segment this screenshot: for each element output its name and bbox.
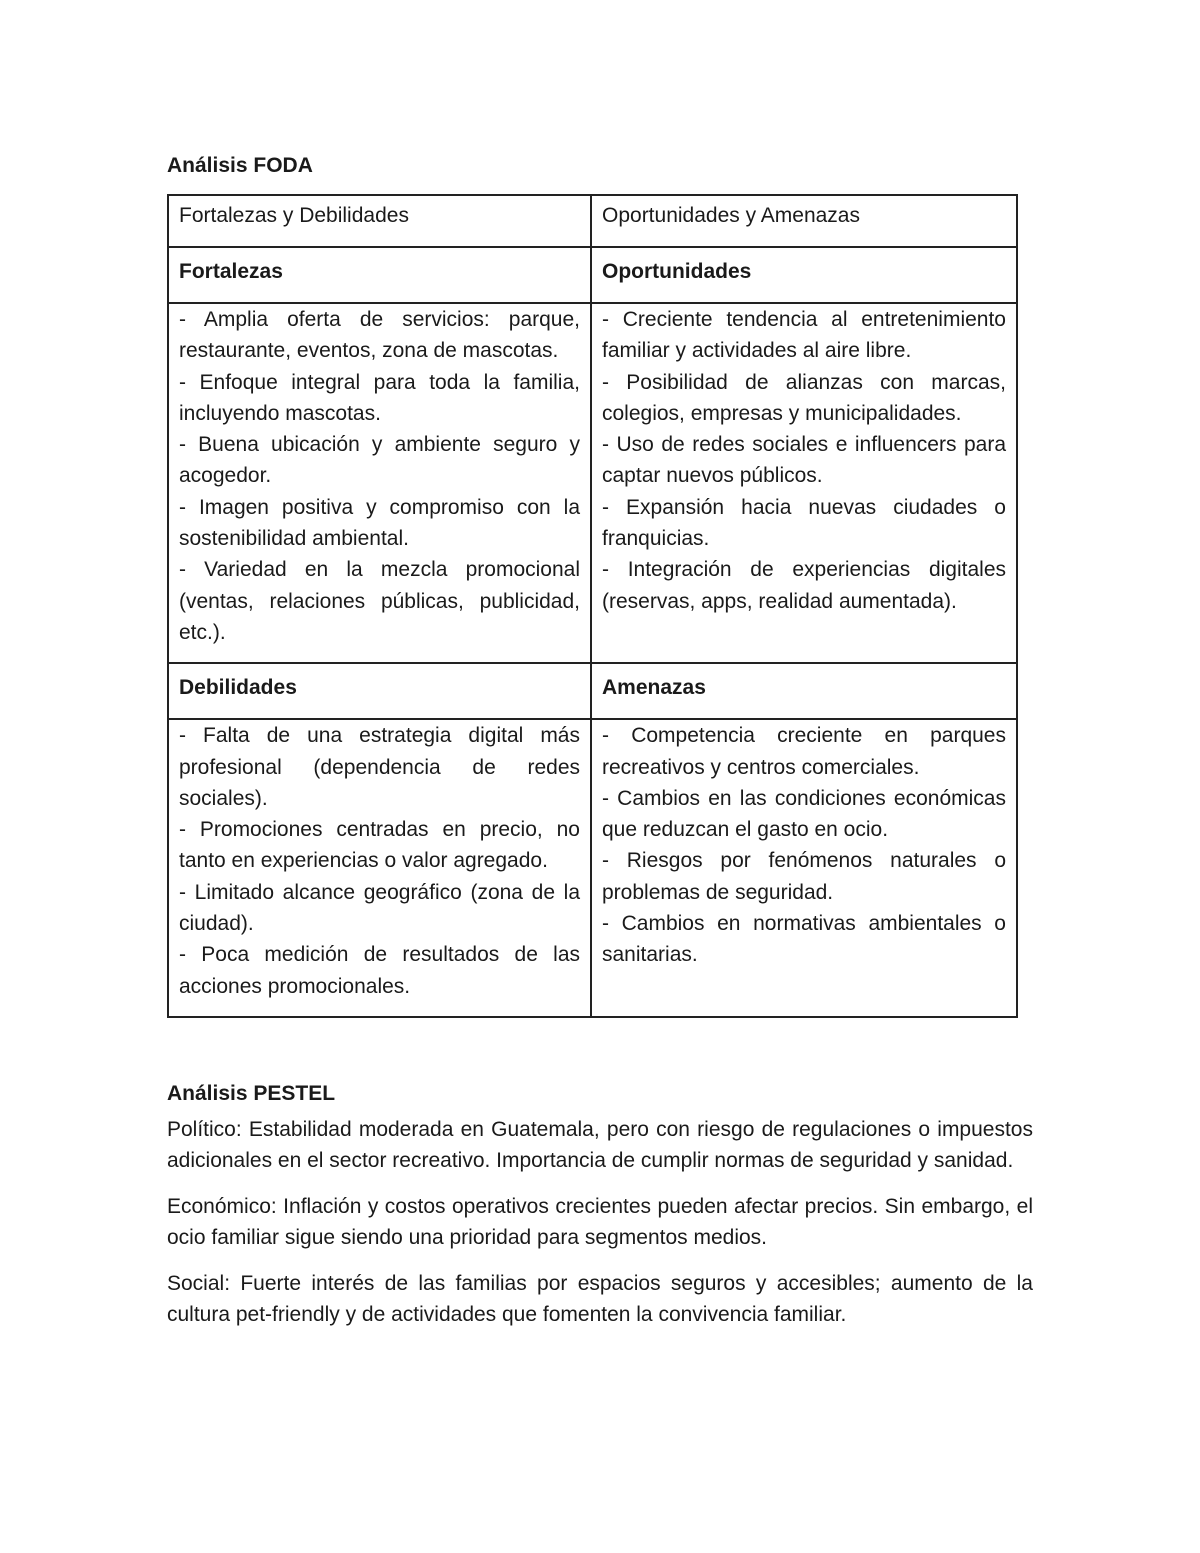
- fortalezas-cell: [168, 303, 591, 663]
- list-item: - Integración de experiencias digitales (reservas, apps, realidad aumentada).: [602, 558, 1006, 613]
- list-item: - Imagen positiva y compromiso con la sostenibilidad ambiental.: [179, 495, 580, 551]
- list-item: - Posibilidad de alianzas con marcas, colegios, empresas y municipalidades.: [602, 370, 1006, 425]
- list-item: - Expansión hacia nuevas ciudades o franquicias.: [602, 495, 1006, 551]
- pestel-economico-paragraph: Económico: Inflación y costos operativos crecientes pueden afectar precios. Sin embargo, el ocio familiar sigue siendo una prioridad para segmentos medios.: [167, 1194, 1033, 1250]
- list-item: - Competencia creciente en parques recreativos y centros comerciales.: [602, 724, 1006, 779]
- list-item: - Enfoque integral para toda la familia, incluyendo mascotas.: [179, 370, 580, 425]
- list-item: - Cambios en normativas ambientales o sanitarias.: [602, 912, 1006, 967]
- list-item: - Amplia oferta de servicios: parque, restaurante, eventos, zona de mascotas.: [179, 308, 580, 363]
- list-item: - Variedad en la mezcla promocional (ventas, relaciones públicas, publicidad, etc.).: [179, 558, 580, 644]
- list-item: - Riesgos por fenómenos naturales o problemas de seguridad.: [602, 849, 1006, 904]
- foda-subheader-row-2: [168, 663, 1017, 719]
- foda-table: [167, 194, 1018, 1018]
- oportunidades-title: Oportunidades: [591, 247, 1017, 303]
- list-item: - Creciente tendencia al entretenimiento familiar y actividades al aire libre.: [602, 308, 1006, 363]
- list-item: - Cambios en las condiciones económicas que reduzcan el gasto en ocio.: [602, 786, 1006, 842]
- foda-subheader-row-1: [168, 247, 1017, 303]
- list-item: - Buena ubicación y ambiente seguro y acogedor.: [179, 433, 580, 488]
- amenazas-title: Amenazas: [591, 663, 1017, 719]
- foda-body-row-1: [168, 303, 1017, 663]
- document-page: [167, 150, 1033, 1345]
- foda-title: Análisis FODA: [167, 154, 313, 177]
- list-item: - Falta de una estrategia digital más profesional (dependencia de redes sociales).: [179, 724, 580, 810]
- list-item: - Uso de redes sociales e influencers para captar nuevos públicos.: [602, 433, 1006, 488]
- foda-body-row-2: [168, 719, 1017, 1017]
- debilidades-cell: [168, 719, 591, 1017]
- oportunidades-cell: [591, 303, 1017, 663]
- amenazas-cell: [591, 719, 1017, 1017]
- debilidades-title: Debilidades: [168, 663, 591, 719]
- pestel-social-paragraph: Social: Fuerte interés de las familias por espacios seguros y accesibles; aumento de la cultura pet-friendly y de actividades que fomenten la convivencia familiar.: [167, 1271, 1033, 1327]
- foda-header-row: [168, 195, 1017, 247]
- header-right-cell: Oportunidades y Amenazas: [591, 195, 1017, 247]
- list-item: - Promociones centradas en precio, no tanto en experiencias o valor agregado.: [179, 818, 580, 873]
- pestel-politico-paragraph: Político: Estabilidad moderada en Guatemala, pero con riesgo de regulaciones o impuestos adicionales en el sector recreativo. Importancia de cumplir normas de seguridad y sanidad.: [167, 1117, 1033, 1173]
- list-item: - Limitado alcance geográfico (zona de la ciudad).: [179, 880, 580, 936]
- list-item: - Poca medición de resultados de las acciones promocionales.: [179, 943, 580, 998]
- pestel-title: Análisis PESTEL: [167, 1081, 336, 1105]
- fortalezas-title: Fortalezas: [168, 247, 591, 303]
- header-left-cell: Fortalezas y Debilidades: [168, 195, 591, 247]
